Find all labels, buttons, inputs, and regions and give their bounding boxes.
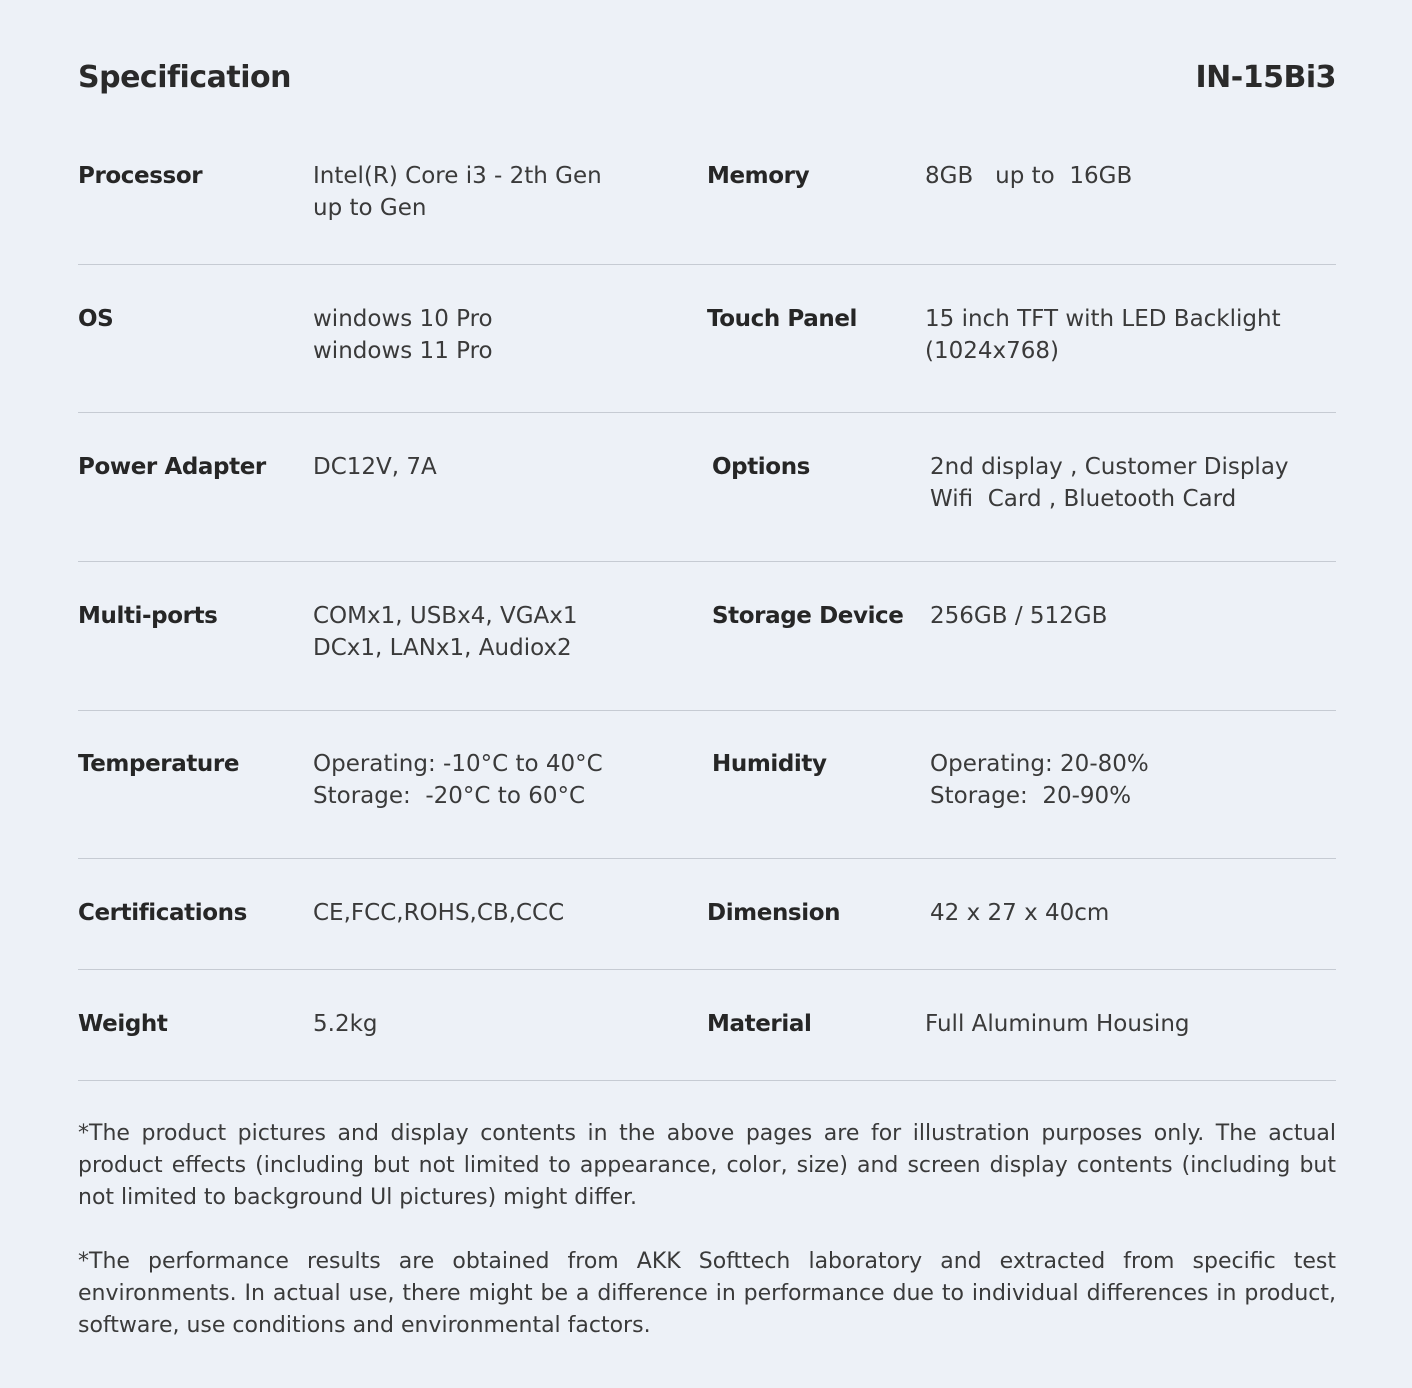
spec-row xyxy=(78,897,1336,970)
spec-label-options: Options xyxy=(712,454,810,480)
spec-value-line: 15 inch TFT with LED Backlight xyxy=(925,306,1281,332)
spec-value-line: 5.2kg xyxy=(313,1011,378,1037)
spec-value-processor xyxy=(313,160,602,224)
spec-value-line: 256GB / 512GB xyxy=(930,603,1108,629)
spec-value-material xyxy=(925,1008,1190,1040)
spec-label-certifications: Certifications xyxy=(78,900,247,926)
spec-value-line: Storage: -20°C to 60°C xyxy=(313,783,586,809)
spec-value-line: windows 10 Pro xyxy=(313,306,493,332)
spec-value-touch-panel xyxy=(925,303,1281,367)
spec-label-weight: Weight xyxy=(78,1011,168,1037)
spec-value-line: windows 11 Pro xyxy=(313,338,493,364)
spec-value-line: Operating: -10°C to 40°C xyxy=(313,751,603,777)
spec-label-material: Material xyxy=(707,1011,812,1037)
spec-label-power-adapter: Power Adapter xyxy=(78,454,266,480)
spec-row xyxy=(78,600,1336,711)
spec-row xyxy=(78,1008,1336,1081)
page-title: Specification xyxy=(78,60,291,95)
spec-row xyxy=(78,748,1336,859)
spec-value-dimension xyxy=(930,897,1109,929)
spec-value-memory xyxy=(925,160,1132,192)
disclaimer-note-performance: *The performance results are obtained from AKK Softtech laboratory and extracted from specific test environments. In actual use, there might be a difference in performance due to individual differences in product, software, use conditions and environmental factors. xyxy=(78,1249,1336,1338)
model-name: IN-15Bi3 xyxy=(1195,60,1336,95)
spec-value-power-adapter xyxy=(313,451,437,483)
spec-value-weight xyxy=(313,1008,378,1040)
spec-value-line: Full Aluminum Housing xyxy=(925,1011,1190,1037)
spec-value-line: 42 x 27 x 40cm xyxy=(930,900,1110,926)
spec-row xyxy=(78,303,1336,413)
spec-value-line: 8GB up to 16GB xyxy=(925,163,1133,189)
spec-value-certifications xyxy=(313,897,564,929)
spec-value-line: DC12V, 7A xyxy=(313,454,437,480)
spec-label-touch-panel: Touch Panel xyxy=(707,306,858,332)
spec-value-multi-ports xyxy=(313,600,578,664)
spec-label-humidity: Humidity xyxy=(712,751,827,777)
spec-value-temperature xyxy=(313,748,603,812)
disclaimer-note-illustration: *The product pictures and display contents in the above pages are for illustration purposes only. The actual product effects (including but not limited to appearance, color, size) and screen display contents (including but not limited to background Ul pictures) might differ. xyxy=(78,1121,1336,1210)
spec-value-line: Storage: 20-90% xyxy=(930,783,1132,809)
spec-value-line: 2nd display , Customer Display xyxy=(930,454,1289,480)
spec-value-line: up to Gen xyxy=(313,195,427,221)
spec-value-line: DCx1, LANx1, Audiox2 xyxy=(313,635,572,661)
spec-row xyxy=(78,451,1336,562)
spec-value-line: CE,FCC,ROHS,CB,CCC xyxy=(313,900,565,926)
spec-row xyxy=(78,160,1336,265)
disclaimer-notes xyxy=(78,1118,1336,1374)
spec-value-os xyxy=(313,303,493,367)
spec-label-os: OS xyxy=(78,306,114,332)
spec-value-line: Intel(R) Core i3 - 2th Gen xyxy=(313,163,602,189)
spec-label-processor: Processor xyxy=(78,163,203,189)
spec-value-line: Wifi Card , Bluetooth Card xyxy=(930,486,1237,512)
spec-value-storage-device xyxy=(930,600,1107,632)
spec-value-line: Operating: 20-80% xyxy=(930,751,1149,777)
spec-label-storage-device: Storage Device xyxy=(712,603,904,629)
spec-value-line: (1024x768) xyxy=(925,338,1059,364)
spec-header xyxy=(78,60,1336,104)
spec-label-memory: Memory xyxy=(707,163,810,189)
spec-label-dimension: Dimension xyxy=(707,900,841,926)
spec-label-multi-ports: Multi-ports xyxy=(78,603,218,629)
spec-label-temperature: Temperature xyxy=(78,751,240,777)
spec-value-line: COMx1, USBx4, VGAx1 xyxy=(313,603,578,629)
spec-value-humidity xyxy=(930,748,1149,812)
spec-value-options xyxy=(930,451,1289,515)
